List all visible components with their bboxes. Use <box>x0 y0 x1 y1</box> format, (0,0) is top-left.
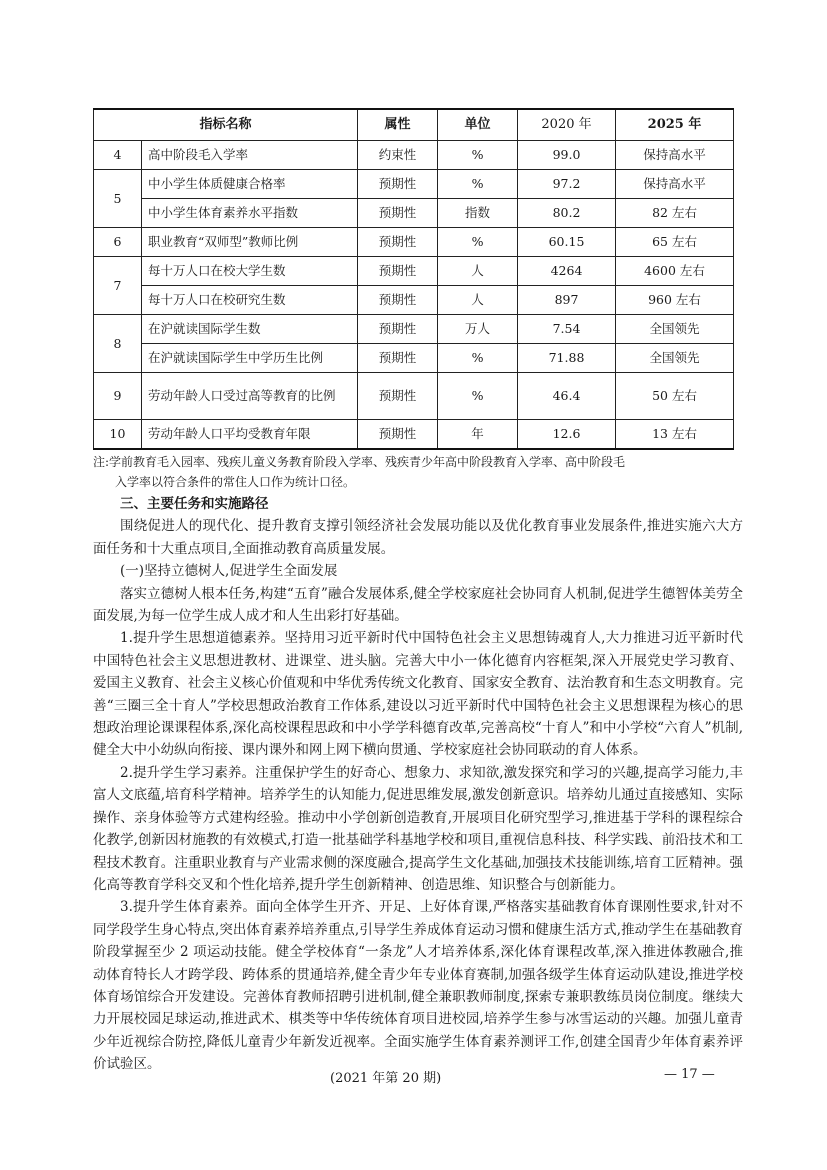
header-attr: 属性 <box>358 109 438 141</box>
row-attr: 预期性 <box>358 199 438 228</box>
table-row <box>94 170 734 199</box>
row-name: 劳动年龄人口平均受教育年限 <box>142 420 358 450</box>
row-value-2020: 80.2 <box>518 199 616 228</box>
row-name: 在沪就读国际学生数 <box>142 315 358 344</box>
paragraph-3: 3.提升学生体育素养。面向全体学生开齐、开足、上好体育课,严格落实基础教育体育课刚性要求,针对不同学段学生身心特点,突出体育素养培养重点,引导学生养成体育运动习惯和健康生活方式,推动学生在基础教育阶段掌握至少 2 项运动技能。健全学校体育“一条龙”人才培养体系,深化体育课程改革,深入推进体教融合,推动体育特长人才跨学段、跨体系的贯通培养,健全青少年专业体育赛制,加强各级学生体育运动队建设,推进学校体育场馆综合开发建设。完善体育教师招聘引进机制,健全兼职教师制度,探索专兼职教练员岗位制度。继续大力开展校园足球运动,推进武术、棋类等中华传统体育项目进校园,培养学生参与冰雪运动的兴趣。加强儿童青少年近视综合防控,降低儿童青少年新发近视率。全面实施学生体育素养测评工作,创建全国青少年体育素养评价试验区。 <box>93 899 743 1073</box>
page-number: — 17 — <box>664 1067 715 1082</box>
row-no: 6 <box>94 228 142 257</box>
table-row <box>94 199 734 228</box>
note-line-2: 入学率以符合条件的常住人口作为统计口径。 <box>115 475 356 489</box>
row-value-2020: 71.88 <box>518 344 616 373</box>
paragraph-2: 2.提升学生学习素养。注重保护学生的好奇心、想象力、求知欲,激发探究和学习的兴趣,提高学习能力,丰富人文底蕴,培育科学精神。培养学生的认知能力,促进思维发展,激发创新意识。培养幼儿通过直接感知、实际操作、亲身体验等方式建构经验。推动中小学创新创造教育,开展项目化研究型学习,推进基于学科的课程综合化教学,创新因材施教的有效模式,打造一批基础学科基地学校和项目,重视信息科技、科学实践、前沿技术和工程技术教育。注重职业教育与产业需求侧的深度融合,提高学生文化基础,加强技术技能训练,培育工匠精神。强化高等教育学科交叉和个性化培养,提升学生创新精神、创造思维、知识整合与创新能力。 <box>93 764 743 893</box>
row-value-2020: 60.15 <box>518 228 616 257</box>
table-header-row <box>94 109 734 141</box>
row-value-2025: 82 左右 <box>616 199 734 228</box>
row-no: 7 <box>94 257 142 315</box>
row-value-2025: 保持高水平 <box>616 141 734 170</box>
table-row <box>94 420 734 450</box>
row-attr: 预期性 <box>358 257 438 286</box>
indicator-table <box>93 108 734 450</box>
paragraph-1: 1.提升学生思想道德素养。坚持用习近平新时代中国特色社会主义思想铸魂育人,大力推进习近平新时代中国特色社会主义思想进教材、进课堂、进头脑。完善大中小一体化德育内容框架,深入开展党史学习教育、爱国主义教育、社会主义核心价值观和中华优秀传统文化教育、国家安全教育、法治教育和生态文明教育。完善“三圈三全十育人”学校思想政治教育工作体系,建设以习近平新时代中国特色社会主义思想课程为核心的思想政治理论课课程体系,深化高校课程思政和中小学学科德育改革,完善高校“十育人”和中小学校“六育人”机制,健全大中小幼纵向衔接、课内课外和网上网下横向贯通、学校家庭社会协同联动的育人体系。 <box>93 630 743 759</box>
row-unit: 万人 <box>438 315 518 344</box>
row-value-2025: 全国领先 <box>616 344 734 373</box>
table-row <box>94 373 734 420</box>
header-unit: 单位 <box>438 109 518 141</box>
row-unit: 年 <box>438 420 518 450</box>
row-name: 劳动年龄人口受过高等教育的比例 <box>142 373 358 420</box>
row-value-2025: 4600 左右 <box>616 257 734 286</box>
row-attr: 预期性 <box>358 344 438 373</box>
row-value-2020: 4264 <box>518 257 616 286</box>
row-unit: % <box>438 170 518 199</box>
row-unit: 人 <box>438 257 518 286</box>
row-value-2025: 50 左右 <box>616 373 734 420</box>
row-value-2020: 97.2 <box>518 170 616 199</box>
main-text <box>93 493 743 1076</box>
row-no: 4 <box>94 141 142 170</box>
row-unit: % <box>438 344 518 373</box>
row-no: 9 <box>94 373 142 420</box>
row-value-2020: 46.4 <box>518 373 616 420</box>
row-attr: 预期性 <box>358 286 438 315</box>
row-attr: 预期性 <box>358 228 438 257</box>
table-row <box>94 141 734 170</box>
row-attr: 预期性 <box>358 315 438 344</box>
row-value-2025: 13 左右 <box>616 420 734 450</box>
row-value-2025: 960 左右 <box>616 286 734 315</box>
row-no: 5 <box>94 170 142 228</box>
row-attr: 预期性 <box>358 373 438 420</box>
row-value-2020: 12.6 <box>518 420 616 450</box>
row-unit: % <box>438 373 518 420</box>
row-value-2020: 99.0 <box>518 141 616 170</box>
row-unit: % <box>438 141 518 170</box>
note-line-1: 注:学前教育毛入园率、残疾儿童义务教育阶段入学率、残疾青少年高中阶段教育入学率、高中阶段毛 <box>93 455 626 469</box>
row-name: 中小学生体质健康合格率 <box>142 170 358 199</box>
row-value-2020: 7.54 <box>518 315 616 344</box>
header-2020: 2020 年 <box>518 109 616 141</box>
row-name: 职业教育“双师型”教师比例 <box>142 228 358 257</box>
row-unit: % <box>438 228 518 257</box>
intro-paragraph: 围绕促进人的现代化、提升教育支撑引领经济社会发展功能以及优化教育事业发展条件,推进实施六大方面任务和十大重点项目,全面推动教育高质量发展。 <box>93 518 743 557</box>
row-value-2025: 全国领先 <box>616 315 734 344</box>
issue-label: (2021 年第 20 期) <box>330 1071 442 1086</box>
row-attr: 约束性 <box>358 141 438 170</box>
row-value-2025: 65 左右 <box>616 228 734 257</box>
row-name: 在沪就读国际学生中学历生比例 <box>142 344 358 373</box>
row-no: 10 <box>94 420 142 450</box>
row-value-2025: 保持高水平 <box>616 170 734 199</box>
row-name: 每十万人口在校大学生数 <box>142 257 358 286</box>
table-row <box>94 315 734 344</box>
table-row <box>94 228 734 257</box>
table-row <box>94 286 734 315</box>
row-attr: 预期性 <box>358 170 438 199</box>
table-note <box>93 452 743 492</box>
row-unit: 人 <box>438 286 518 315</box>
header-2025: 2025 年 <box>616 109 734 141</box>
table-row <box>94 257 734 286</box>
row-name: 每十万人口在校研究生数 <box>142 286 358 315</box>
row-attr: 预期性 <box>358 420 438 450</box>
subsection-paragraph: 落实立德树人根本任务,构建“五育”融合发展体系,健全学校家庭社会协同育人机制,促进学生德智体美劳全面发展,为每一位学生成人成才和人生出彩打好基础。 <box>93 585 743 625</box>
row-no: 8 <box>94 315 142 373</box>
header-name: 指标名称 <box>94 109 358 141</box>
row-name: 高中阶段毛入学率 <box>142 141 358 170</box>
row-value-2020: 897 <box>518 286 616 315</box>
subsection-heading: (一)坚持立德树人,促进学生全面发展 <box>120 563 338 580</box>
row-name: 中小学生体育素养水平指数 <box>142 199 358 228</box>
row-unit: 指数 <box>438 199 518 228</box>
table-row <box>94 344 734 373</box>
section-heading: 三、主要任务和实施路径 <box>120 496 269 512</box>
